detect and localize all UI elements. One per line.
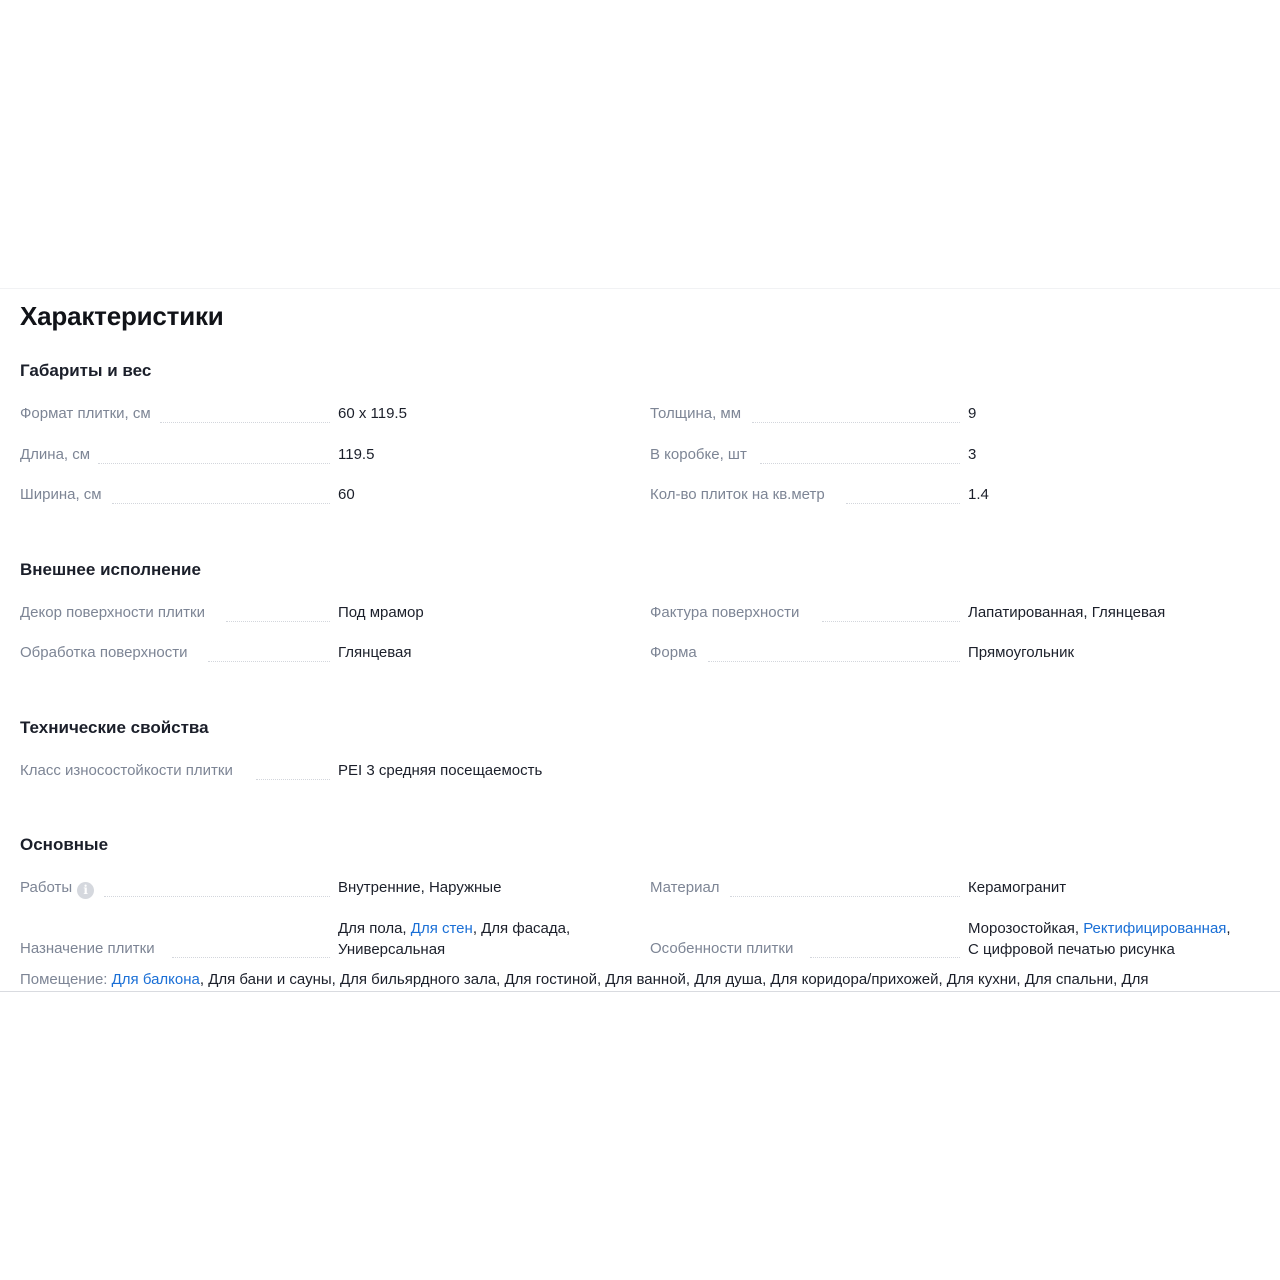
purpose-line-2: Универсальная (338, 941, 446, 958)
features-text: , (1226, 920, 1231, 937)
purpose-text: , Для фасада, (472, 920, 571, 937)
spec-label: Фактура поверхности (650, 604, 800, 621)
spec-label: Класс износостойкости плитки (20, 762, 233, 779)
spec-row-format (20, 403, 620, 425)
spec-row-width (20, 484, 620, 506)
room-label: Помещение: (20, 971, 112, 988)
dotted-leader (822, 621, 960, 622)
dotted-leader (112, 503, 330, 504)
spec-row-wear-class (20, 760, 620, 782)
spec-value-purpose (338, 918, 570, 960)
spec-value: 9 (968, 405, 977, 422)
characteristics-panel (0, 288, 1280, 992)
spec-value: Лапатированная, Глянцевая (968, 604, 1166, 621)
purpose-link-walls[interactable]: Для стен (410, 920, 473, 937)
dotted-leader (760, 463, 960, 464)
spec-value: Внутренние, Наружные (338, 879, 502, 896)
features-text: Морозостойкая, (968, 920, 1084, 937)
spec-value: Под мрамор (338, 604, 424, 621)
spec-label: Ширина, см (20, 486, 102, 503)
features-line-2: С цифровой печатью рисунка (968, 941, 1175, 958)
spec-row-room (20, 969, 1149, 991)
spec-row-thickness (650, 403, 1260, 425)
spec-label: Кол-во плиток на кв.метр (650, 486, 825, 503)
spec-label (20, 877, 94, 899)
section-title-dimensions: Габариты и вес (20, 361, 152, 380)
dotted-leader (752, 422, 960, 423)
section-title-appearance: Внешнее исполнение (20, 560, 201, 579)
dotted-leader (104, 896, 330, 897)
features-link-rectified[interactable]: Ректифицированная (1083, 920, 1227, 937)
dotted-leader (226, 621, 330, 622)
spec-row-surface-treatment (20, 642, 620, 664)
spec-label: Толщина, мм (650, 405, 742, 422)
spec-label: Декор поверхности плитки (20, 604, 205, 621)
spec-row-shape (650, 642, 1260, 664)
spec-label: Длина, см (20, 446, 91, 463)
purpose-line-1 (338, 918, 570, 939)
dotted-leader (208, 661, 330, 662)
spec-value: 60 x 119.5 (338, 405, 407, 422)
section-title-main: Основные (20, 835, 109, 854)
page-title: Характеристики (20, 301, 224, 331)
spec-row-works (20, 877, 620, 899)
dotted-leader (730, 896, 960, 897)
dotted-leader (98, 463, 330, 464)
dotted-leader (810, 957, 960, 958)
dotted-leader (160, 422, 330, 423)
spec-value-features (968, 918, 1231, 960)
room-link-balcony[interactable]: Для балкона (111, 971, 200, 988)
spec-label: Назначение плитки (20, 940, 155, 957)
spec-value: Глянцевая (338, 644, 412, 661)
spec-label: Форма (650, 644, 697, 661)
spec-label: Особенности плитки (650, 940, 794, 957)
dotted-leader (846, 503, 960, 504)
spec-row-surface-texture (650, 602, 1260, 624)
spec-label: Формат плитки, см (20, 405, 151, 422)
spec-label: В коробке, шт (650, 446, 747, 463)
room-value: , Для бани и сауны, Для бильярдного зала, Для гостиной, Для ванной, Для душа, Для коридора/прихожей, Для кухни, Для спальни, Для (199, 971, 1149, 988)
purpose-text: Для пола, (338, 920, 411, 937)
spec-value: 1.4 (968, 486, 989, 503)
section-title-technical: Технические свойства (20, 718, 209, 737)
spec-value: 3 (968, 446, 977, 463)
spec-row-per-sqm (650, 484, 1260, 506)
dotted-leader (172, 957, 330, 958)
spec-value: PEI 3 средняя посещаемость (338, 762, 543, 779)
spec-row-length (20, 444, 620, 466)
features-line-1 (968, 918, 1231, 939)
spec-value: Прямоугольник (968, 644, 1075, 661)
spec-row-material (650, 877, 1260, 899)
spec-value: 119.5 (338, 446, 375, 463)
spec-value: Керамогранит (968, 879, 1067, 896)
dotted-leader (256, 779, 330, 780)
spec-value: 60 (338, 486, 355, 503)
spec-label: Материал (650, 879, 720, 896)
spec-label-text: Работы (20, 879, 73, 896)
spec-row-in-box (650, 444, 1260, 466)
dotted-leader (708, 661, 960, 662)
spec-row-decor (20, 602, 620, 624)
spec-label: Обработка поверхности (20, 644, 188, 661)
info-icon[interactable]: i (77, 882, 94, 899)
